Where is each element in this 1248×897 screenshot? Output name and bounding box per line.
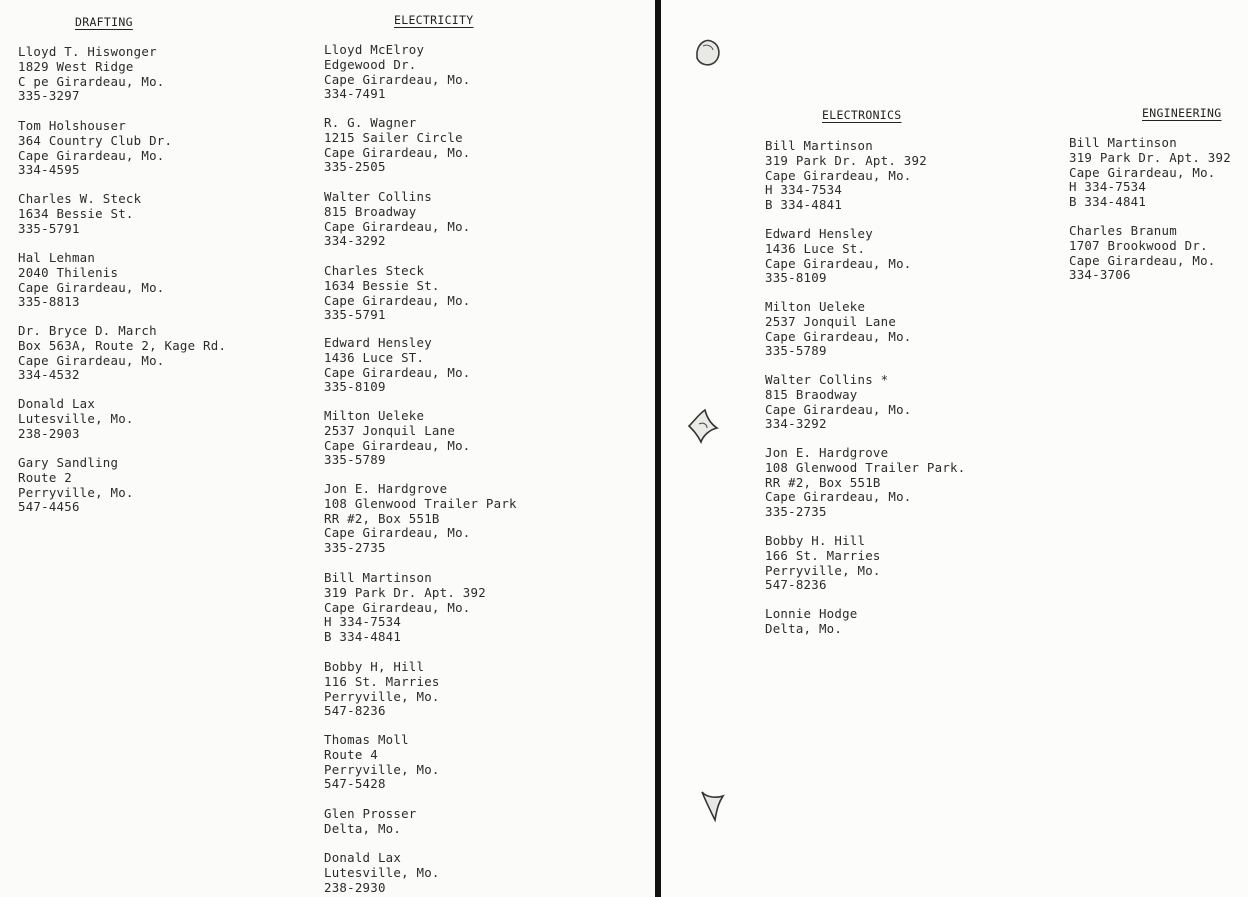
entry-detail: Cape Girardeau, Mo. xyxy=(18,352,165,368)
entry-detail: 238-2903 xyxy=(18,425,80,441)
entry-name: Donald Lax xyxy=(18,396,96,411)
entry-detail: Box 563A, Route 2, Kage Rd. xyxy=(18,337,227,353)
entry-detail: 2537 Jonquil Lane xyxy=(765,313,897,329)
entry-detail: 1829 West Ridge xyxy=(18,58,134,74)
entry-detail: Cape Girardeau, Mo. xyxy=(324,525,471,541)
entry-name: Lloyd McElroy xyxy=(324,42,425,57)
entry-detail: 335-5789 xyxy=(765,343,827,359)
directory-entry xyxy=(18,192,141,236)
entry-name: Bobby H, Hill xyxy=(324,659,425,674)
entry-detail: 116 St. Marries xyxy=(324,673,440,689)
directory-entry xyxy=(324,807,417,837)
entry-name: Bill Martinson xyxy=(765,138,873,153)
entry-name: Jon E. Hardgrove xyxy=(324,481,448,496)
entry-detail: Perryville, Mo. xyxy=(18,484,134,500)
entry-detail: 364 Country Club Dr. xyxy=(18,132,173,148)
directory-entry xyxy=(765,373,912,432)
entry-detail: 334-3292 xyxy=(324,233,386,249)
entry-detail: 815 Broadway xyxy=(324,203,417,219)
entry-detail: Perryville, Mo. xyxy=(324,688,440,704)
directory-entry xyxy=(324,336,471,395)
entry-detail: 335-8813 xyxy=(18,294,80,310)
entry-detail: 108 Glenwood Trailer Park xyxy=(324,495,517,511)
entry-detail: 547-5428 xyxy=(324,776,386,792)
directory-entry xyxy=(324,190,471,249)
entry-name: Dr. Bryce D. March xyxy=(18,323,157,338)
entry-detail: 335-8109 xyxy=(765,270,827,286)
entry-detail: Cape Girardeau, Mo. xyxy=(324,437,471,453)
entry-detail: Cape Girardeau, Mo. xyxy=(324,71,471,87)
entry-detail: 335-2735 xyxy=(765,504,827,520)
entry-name: Lloyd T. Hiswonger xyxy=(18,44,157,59)
drafting-heading: DRAFTING xyxy=(75,15,133,29)
entry-detail: 319 Park Dr. Apt. 392 xyxy=(765,152,927,168)
directory-entry xyxy=(324,571,486,645)
binder-hole-top xyxy=(691,34,725,70)
right-page xyxy=(661,0,1248,897)
entry-detail: Delta, Mo. xyxy=(324,820,402,836)
entry-detail: Cape Girardeau, Mo. xyxy=(765,328,912,344)
entry-name: Milton Ueleke xyxy=(765,299,866,314)
entry-detail: H 334-7534 xyxy=(324,614,402,630)
directory-entry xyxy=(324,482,517,556)
entry-detail: Perryville, Mo. xyxy=(765,562,881,578)
entry-detail: 335-2505 xyxy=(324,159,386,175)
entry-detail: Cape Girardeau, Mo. xyxy=(1069,252,1216,268)
entry-detail: 334-3292 xyxy=(765,416,827,432)
entry-detail: 335-5789 xyxy=(324,452,386,468)
entry-name: Edward Hensley xyxy=(765,226,873,241)
entry-name: Bill Martinson xyxy=(1069,135,1177,150)
entry-detail: 335-8109 xyxy=(324,379,386,395)
directory-entry xyxy=(324,660,440,719)
entry-name: Thomas Moll xyxy=(324,732,409,747)
entry-name: Bill Martinson xyxy=(324,570,432,585)
entry-detail: Cape Girardeau, Mo. xyxy=(324,218,471,234)
entry-detail: Lutesville, Mo. xyxy=(324,864,440,880)
entry-name: Walter Collins xyxy=(324,189,432,204)
directory-entry xyxy=(18,397,134,441)
entry-detail: 1707 Brookwood Dr. xyxy=(1069,237,1208,253)
entry-detail: Route 2 xyxy=(18,469,72,485)
entry-detail: 1634 Bessie St. xyxy=(18,205,134,221)
entry-name: Donald Lax xyxy=(324,850,402,865)
entry-detail: Cape Girardeau, Mo. xyxy=(18,279,165,295)
entry-name: Jon E. Hardgrove xyxy=(765,445,889,460)
directory-entry xyxy=(765,139,927,213)
directory-entry xyxy=(18,119,172,178)
drafting-column xyxy=(0,0,300,897)
entry-detail: Perryville, Mo. xyxy=(324,761,440,777)
directory-entry xyxy=(18,45,165,104)
entry-detail: 547-4456 xyxy=(18,499,80,515)
directory-entry xyxy=(1069,224,1216,283)
directory-entry xyxy=(765,227,912,286)
entry-detail: H 334-7534 xyxy=(1069,179,1147,195)
engineering-column xyxy=(1061,0,1248,897)
entry-name: Tom Holshouser xyxy=(18,118,126,133)
directory-entry xyxy=(324,733,440,792)
entry-detail: Cape Girardeau, Mo. xyxy=(324,364,471,380)
entry-detail: 547-8236 xyxy=(765,577,827,593)
directory-entry xyxy=(18,251,165,310)
directory-entry xyxy=(18,324,226,383)
entry-name: Lonnie Hodge xyxy=(765,606,858,621)
entry-detail: Cape Girardeau, Mo. xyxy=(765,167,912,183)
directory-entry xyxy=(1069,136,1231,210)
directory-entry xyxy=(18,456,134,515)
entry-detail: 334-7491 xyxy=(324,86,386,102)
entry-detail: Cape Girardeau, Mo. xyxy=(765,489,912,505)
entry-detail: Cape Girardeau, Mo. xyxy=(324,599,471,615)
entry-detail: 335-5791 xyxy=(18,220,80,236)
entry-detail: 2040 Thilenis xyxy=(18,264,119,280)
entry-name: Glen Prosser xyxy=(324,806,417,821)
entry-detail: 319 Park Dr. Apt. 392 xyxy=(1069,149,1231,165)
entry-detail: 335-5791 xyxy=(324,307,386,323)
entry-detail: Cape Girardeau, Mo. xyxy=(324,144,471,160)
entry-detail: 334-4532 xyxy=(18,367,80,383)
entry-detail: 334-3706 xyxy=(1069,267,1131,283)
entry-detail: Lutesville, Mo. xyxy=(18,410,134,426)
entry-detail: RR #2, Box 551B xyxy=(765,474,881,490)
entry-detail: Cape Girardeau, Mo. xyxy=(765,401,912,417)
entry-detail: Route 4 xyxy=(324,746,378,762)
directory-entry xyxy=(765,300,912,359)
directory-entry xyxy=(324,43,471,102)
entry-name: Edward Hensley xyxy=(324,335,432,350)
entry-detail: 335-3297 xyxy=(18,88,80,104)
entry-detail: 319 Park Dr. Apt. 392 xyxy=(324,584,486,600)
entry-detail: 1436 Luce ST. xyxy=(324,349,425,365)
engineering-heading: ENGINEERING xyxy=(1142,106,1222,120)
directory-entry xyxy=(324,116,471,175)
entry-name: R. G. Wagner xyxy=(324,115,417,130)
entry-detail: RR #2, Box 551B xyxy=(324,510,440,526)
entry-detail: Cape Girardeau, Mo. xyxy=(1069,164,1216,180)
entry-detail: 2537 Jonquil Lane xyxy=(324,422,456,438)
entry-detail: C pe Girardeau, Mo. xyxy=(18,73,165,89)
entry-detail: Delta, Mo. xyxy=(765,620,843,636)
entry-detail: 238-2930 xyxy=(324,879,386,895)
directory-entry xyxy=(324,851,440,895)
entry-detail: 1436 Luce St. xyxy=(765,240,866,256)
directory-entry xyxy=(324,409,471,468)
entry-name: Gary Sandling xyxy=(18,455,119,470)
entry-detail: Cape Girardeau, Mo. xyxy=(765,255,912,271)
entry-name: Charles Steck xyxy=(324,263,425,278)
entry-detail: Cape Girardeau, Mo. xyxy=(18,147,165,163)
entry-name: Charles Branum xyxy=(1069,223,1177,238)
directory-entry xyxy=(765,607,858,637)
entry-detail: 1215 Sailer Circle xyxy=(324,129,463,145)
binder-hole-middle xyxy=(685,406,721,444)
electricity-heading: ELECTRICITY xyxy=(394,13,474,27)
entry-name: Milton Ueleke xyxy=(324,408,425,423)
electricity-column xyxy=(300,0,655,897)
electronics-heading: ELECTRONICS xyxy=(822,108,902,122)
binder-hole-bottom xyxy=(697,788,727,824)
electronics-column xyxy=(661,0,1061,897)
directory-entry xyxy=(765,534,881,593)
entry-detail: 166 St. Marries xyxy=(765,547,881,563)
entry-name: Charles W. Steck xyxy=(18,191,142,206)
entry-name: Walter Collins * xyxy=(765,372,889,387)
entry-detail: H 334-7534 xyxy=(765,182,843,198)
entry-detail: Cape Girardeau, Mo. xyxy=(324,292,471,308)
entry-detail: 108 Glenwood Trailer Park. xyxy=(765,459,966,475)
entry-detail: 815 Braodway xyxy=(765,386,858,402)
entry-detail: 335-2735 xyxy=(324,540,386,556)
entry-detail: 547-8236 xyxy=(324,703,386,719)
entry-name: Hal Lehman xyxy=(18,250,96,265)
entry-detail: Edgewood Dr. xyxy=(324,56,417,72)
entry-detail: 334-4595 xyxy=(18,162,80,178)
entry-detail: B 334-4841 xyxy=(324,629,402,645)
directory-entry xyxy=(324,264,471,323)
entry-name: Bobby H. Hill xyxy=(765,533,866,548)
directory-entry xyxy=(765,446,965,520)
entry-detail: B 334-4841 xyxy=(1069,194,1147,210)
entry-detail: 1634 Bessie St. xyxy=(324,277,440,293)
entry-detail: B 334-4841 xyxy=(765,197,843,213)
